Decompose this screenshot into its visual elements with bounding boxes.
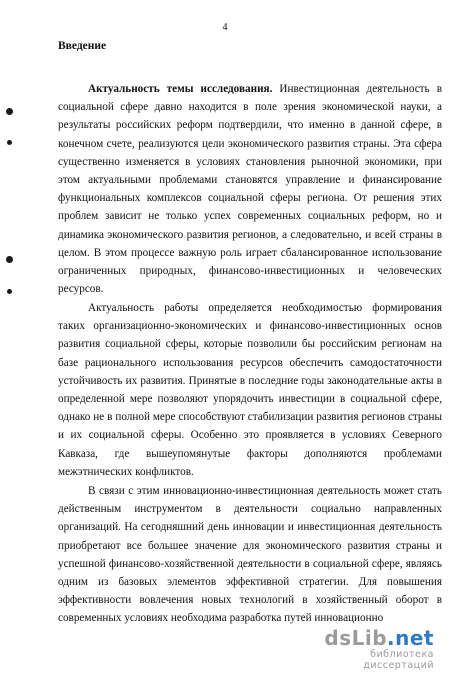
binder-hole-mark xyxy=(7,289,12,294)
paragraph-innovation xyxy=(58,482,442,628)
binder-hole-mark xyxy=(6,256,13,263)
section-heading: Введение xyxy=(58,40,107,52)
binder-hole-mark xyxy=(7,140,12,145)
paragraph-text: Актуальность работы определяется необходимостью формирования таких организационно-экономических и финансово-инвестиционных основ развития социальной сферы, которые позволили бы российским регионам на базе рационального использования ресурсов обеспечить самодостаточности устойчивость их развития. Принятые в последние годы законодательные акты в определенной мере позволяют упорядочить инвестиции в социальной сфере, однако не в полной мере способствуют стабилизации развития регионов страны и их социальной сферы. Особенно это проявляется в условиях Северного Кавказа, где вышеупомянутые факторы дополняются проблемами межэтнических конфликтов. xyxy=(58,302,442,478)
paragraph-relevance-work xyxy=(58,299,442,481)
watermark xyxy=(314,627,434,671)
paragraph-text: В связи с этим инновационно-инвестиционная деятельность может стать действенным инструментом в деятельности социально направленных организаций. На сегодняшний день инновации и инвестиционная деятельность приобретают все большее значение для экономического развития страны и успешной финансово-хозяйственной деятельности в социальной сфере, являясь одним из базовых элементов эффективной стратегии. Для повышения эффективности вовлечения новых технологий в хозяйственный оборот в современных условиях необходима разработка путей инновационно xyxy=(58,485,442,625)
watermark-tagline: библиотека диссертаций xyxy=(363,649,434,671)
binder-hole-mark xyxy=(6,108,13,115)
watermark-logo: dsLib.net xyxy=(324,626,434,650)
paragraph-relevance-topic xyxy=(58,80,442,298)
page-number: 4 xyxy=(222,22,228,33)
paragraph-text: Инвестиционная деятельность в социальной сфере давно находится в поле зрения экономической науки, а результаты российских реформ подтвердили, что именно в данной сфере, в конечном счете, реализуются цели экономического развития страны. Эта сфера существенно изменяется в условиях становления рыночной экономики, при этом актуальными проблемами становятся управление и финансирование функциональных комплексов социальной сферы региона. От решения этих проблем зависит не только успех современных социальных реформ, но и динамика экономического развития регионов, а следовательно, и всей страны в целом. В этом процессе важную роль играет сбалансированное использование ограниченных природных, финансово-инвестиционных и человеческих ресурсов. xyxy=(58,83,442,296)
paragraph-lead: Актуальность темы исследования. xyxy=(88,83,273,95)
